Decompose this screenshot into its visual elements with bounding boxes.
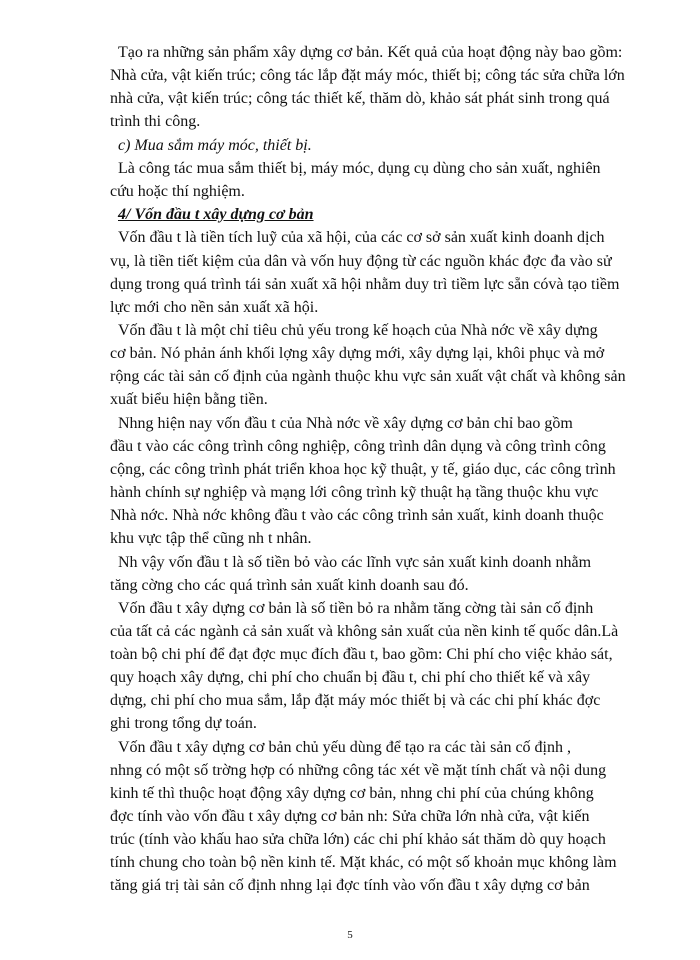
text-line: cơ bản. Nó phản ánh khối lợng xây dựng mới, xây dựng lại, khôi phục và mở bbox=[110, 345, 605, 362]
text-line: nhà cửa, vật kiến trúc; công tác thiết kế, thăm dò, khảo sát phát sinh trong quá bbox=[110, 90, 610, 107]
text-line: lực mới cho nền sản xuất xã hội. bbox=[110, 299, 319, 316]
text-line: Tạo ra những sản phẩm xây dựng cơ bản. Kết quả của hoạt động này bao gồm: bbox=[118, 44, 623, 61]
text-line: Nhng hiện nay vốn đầu t của Nhà nớc về xây dựng cơ bản chỉ bao gồm bbox=[118, 415, 573, 432]
text-line: Vốn đầu t là tiền tích luỹ của xã hội, của các cơ sở sản xuất kinh doanh dịch bbox=[118, 229, 605, 246]
text-line: Vốn đầu t xây dựng cơ bản là số tiền bỏ ra nhằm tăng cờng tài sản cố định bbox=[118, 600, 594, 617]
text-line: tính chung cho toàn bộ nền kinh tế. Mặt khác, có một số khoản mục không làm bbox=[110, 854, 617, 871]
text-line: hành chính sự nghiệp và mạng lới công trình kỹ thuật hạ tầng thuộc khu vực bbox=[110, 484, 599, 501]
text-line: khu vực tập thể cũng nh t nhân. bbox=[110, 530, 312, 547]
text-line: trúc (tính vào khấu hao sửa chữa lớn) các chi phí khảo sát thăm dò quy hoạch bbox=[110, 831, 606, 848]
text-line: Vốn đầu t xây dựng cơ bản chủ yếu dùng để tạo ra các tài sản cố định , bbox=[118, 739, 571, 756]
text-line: nhng có một số trờng hợp có những công tác xét về mặt tính chất và nội dung bbox=[110, 762, 607, 779]
text-line: dựng, chi phí cho mua sắm, lắp đặt máy móc thiết bị và các chi phí khác đợc bbox=[110, 692, 601, 709]
page-number: 5 bbox=[347, 929, 353, 941]
text-line: trình thi công. bbox=[110, 113, 201, 130]
text-line: rộng các tài sản cố định của ngành thuộc khu vực sản xuất vật chất và không sản bbox=[110, 368, 626, 385]
text-line: kinh tế thì thuộc hoạt động xây dựng cơ bản, nhng chi phí của chúng không bbox=[110, 785, 594, 802]
text-line: xuất biểu hiện bằng tiền. bbox=[110, 391, 268, 408]
text-line: Nhà nớc. Nhà nớc không đầu t vào các công trình sản xuất, kinh doanh thuộc bbox=[110, 507, 604, 524]
text-line: Nh vậy vốn đầu t là số tiền bỏ vào các lĩnh vực sản xuất kinh doanh nhằm bbox=[118, 554, 592, 571]
section-heading: 4/ Vốn đầu t xây dựng cơ bản bbox=[118, 206, 314, 223]
text-line: cộng, các công trình phát triển khoa học kỹ thuật, y tế, giáo dục, các công trình bbox=[110, 461, 616, 478]
text-line: dụng trong quá trình tái sản xuất xã hội nhằm duy trì tiềm lực sẵn cóvà tạo tiềm bbox=[110, 276, 620, 293]
text-line: cứu hoặc thí nghiệm. bbox=[110, 183, 245, 200]
text-line: vụ, là tiền tiết kiệm của dân và vốn huy động từ các nguồn khác đợc đa vào sử bbox=[110, 253, 612, 270]
text-line: quy hoạch xây dựng, chi phí cho chuẩn bị đầu t, chi phí cho thiết kế và xây bbox=[110, 669, 591, 686]
text-line: Là công tác mua sắm thiết bị, máy móc, dụng cụ dùng cho sản xuất, nghiên bbox=[118, 160, 601, 177]
text-line: ghi trong tổng dự toán. bbox=[110, 715, 257, 732]
text-line: tăng giá trị tài sản cố định nhng lại đợc tính vào vốn đầu t xây dựng cơ bản bbox=[110, 877, 590, 894]
subsection-heading: c) Mua sắm máy móc, thiết bị. bbox=[118, 137, 312, 154]
text-line: đầu t vào các công trình công nghiệp, công trình dân dụng và công trình công bbox=[110, 438, 606, 455]
text-line: Nhà cửa, vật kiến trúc; công tác lắp đặt máy móc, thiết bị; công tác sửa chữa lớn bbox=[110, 67, 625, 84]
text-line: tăng cờng cho các quá trình sản xuất kinh doanh sau đó. bbox=[110, 577, 469, 594]
text-line: của tất cả các ngành cả sản xuất và không sản xuất của nền kinh tế quốc dân.Là bbox=[110, 623, 619, 640]
text-line: toàn bộ chi phí để đạt đợc mục đích đầu t, bao gồm: Chi phí cho việc khảo sát, bbox=[110, 646, 613, 663]
text-line: Vốn đầu t là một chỉ tiêu chủ yếu trong kế hoạch của Nhà nớc về xây dựng bbox=[118, 322, 598, 339]
text-line: đợc tính vào vốn đầu t xây dựng cơ bản nh: Sửa chữa lớn nhà cửa, vật kiến bbox=[110, 808, 590, 825]
